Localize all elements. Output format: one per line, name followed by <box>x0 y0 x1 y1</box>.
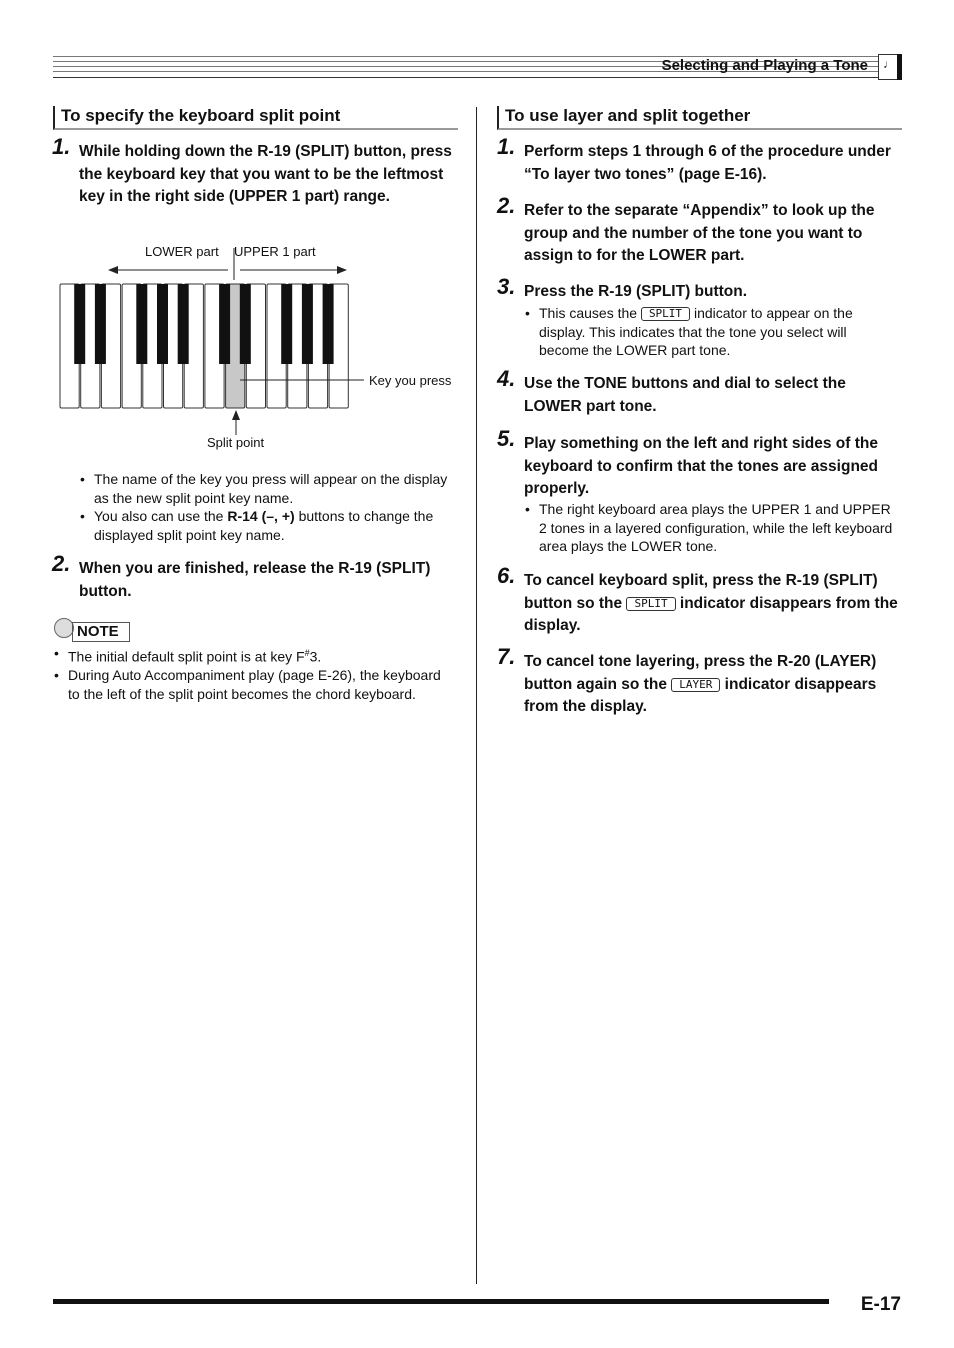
page-number: E-17 <box>860 1294 901 1315</box>
bullet-item: • You also can use the R-14 (–, +) buttons to change the displayed split point key name. <box>79 507 454 544</box>
step-text: Use the TONE buttons and dial to select the LOWER part tone. <box>524 375 846 415</box>
step-number: 4. <box>497 366 516 391</box>
step-3 <box>497 274 904 304</box>
step-text: While holding down the R-19 (SPLIT) button, press the keyboard key that you want to be the leftmost key in the right side (UPPER 1 part) range. <box>79 143 452 205</box>
step-1-bullets <box>79 470 454 544</box>
black-key <box>323 284 334 364</box>
note-item: • During Auto Accompaniment play (page E-26), the keyboard to the left of the split point becomes the chord keyboard. <box>53 666 453 703</box>
step-number: 5. <box>497 426 516 451</box>
magnifier-icon <box>54 618 74 638</box>
music-note-icon: ♩ <box>878 54 900 80</box>
black-key <box>240 284 251 364</box>
split-indicator-icon: SPLIT <box>626 597 675 611</box>
bullet-item: • This causes the SPLIT indicator to appear on the display. This indicates that the tone you select will become the LOWER part tone. <box>524 304 899 360</box>
step-4 <box>497 366 904 418</box>
header-title: Selecting and Playing a Tone <box>661 57 868 74</box>
step-number: 7. <box>497 644 516 669</box>
black-key <box>136 284 147 364</box>
split-indicator-icon: SPLIT <box>641 307 690 321</box>
lower-part-label: LOWER part <box>145 244 219 259</box>
bullet-item: • The right keyboard area plays the UPPER 1 and UPPER 2 tones in a layered configuration, while the left keyboard area plays the LOWER tone. <box>524 500 902 556</box>
black-key <box>178 284 189 364</box>
step-number: 1. <box>497 134 516 159</box>
layer-indicator-icon: LAYER <box>671 678 720 692</box>
note-label: NOTE <box>72 622 130 642</box>
step-5-bullets <box>524 500 902 556</box>
step-number: 2. <box>52 551 71 576</box>
key-you-press-label: Key you press <box>369 373 452 388</box>
black-key <box>281 284 292 364</box>
black-key <box>74 284 85 364</box>
keyboard-split-diagram <box>50 240 460 455</box>
step-6: 6. To cancel keyboard split, press the R-19 (SPLIT) button so the SPLIT indicator disappears from the display. <box>497 563 898 634</box>
step-text: Press the R-19 (SPLIT) button. <box>524 283 748 300</box>
section-heading-layer-split: To use layer and split together <box>497 106 902 130</box>
split-point-label: Split point <box>207 435 265 450</box>
step-text: Play something on the left and right sides of the keyboard to confirm that the tones are assigned properly. <box>524 435 878 497</box>
step-1 <box>497 134 904 186</box>
step-text: Perform steps 1 through 6 of the procedure under “To layer two tones” (page E-16). <box>524 143 891 183</box>
step-3-bullets <box>524 304 899 360</box>
step-text: When you are finished, release the R-19 (SPLIT) button. <box>79 560 431 600</box>
step-2 <box>497 193 904 268</box>
step-number: 3. <box>497 274 516 299</box>
step-text: Refer to the separate “Appendix” to look up the group and the number of the tone you want to assign to for the LOWER part. <box>524 202 875 264</box>
upper-part-label: UPPER 1 part <box>234 244 316 259</box>
black-key <box>95 284 106 364</box>
step-number: 2. <box>497 193 516 218</box>
footer-bar <box>53 1299 829 1304</box>
step-number: 6. <box>497 563 516 588</box>
step-1 <box>52 134 459 209</box>
section-heading-split-point: To specify the keyboard split point <box>53 106 458 130</box>
black-key <box>157 284 168 364</box>
column-divider <box>476 107 477 1284</box>
note-item: • The initial default split point is at key F#3. <box>53 644 453 666</box>
black-key <box>302 284 313 364</box>
bullet-item: • The name of the key you press will appear on the display as the new split point key name. <box>79 470 454 507</box>
note-bullets <box>53 644 453 703</box>
step-7: 7. To cancel tone layering, press the R-20 (LAYER) button again so the LAYER indicator disappears from the display. <box>497 644 877 715</box>
step-5 <box>497 426 904 501</box>
step-2 <box>52 551 459 603</box>
header-end-bar <box>897 54 902 80</box>
black-key <box>219 284 230 364</box>
step-number: 1. <box>52 134 71 159</box>
keyboard-keys <box>60 284 348 408</box>
